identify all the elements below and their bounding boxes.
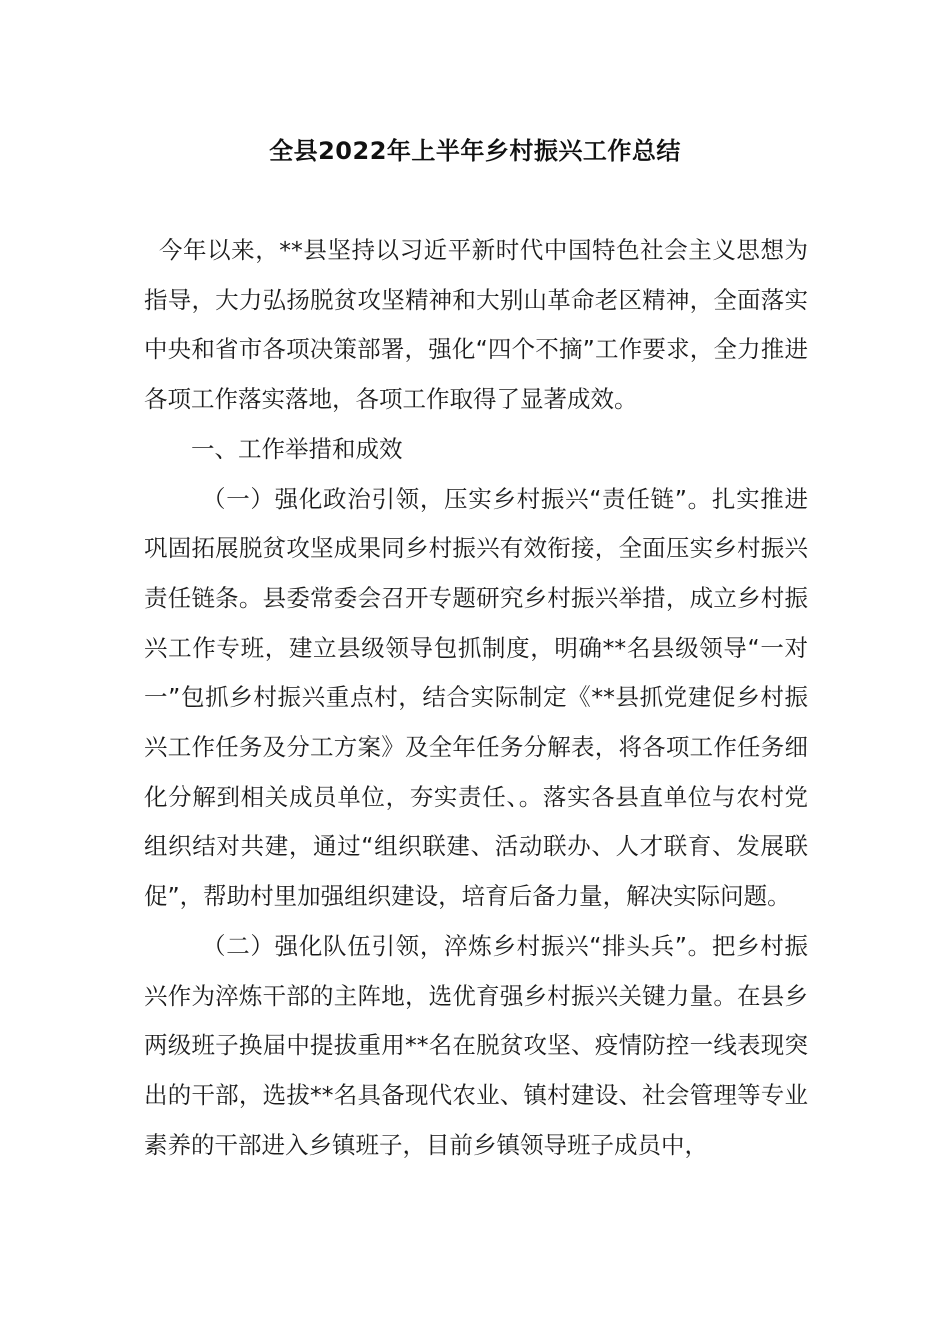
subsection-paragraph-1: （一）强化政治引领，压实乡村振兴“责任链”。扎实推进巩固拓展脱贫攻坚成果同乡村振兴有效衔接，全面压实乡村振兴责任链条。县委常委会召开专题研究乡村振兴举措，成立乡村振兴工作专班，建立县级领导包抓制度，明确**名县级领导“一对一”包抓乡村振兴重点村，结合实际制定《**县抓党建促乡村振兴工作任务及分工方案》及全年任务分解表，将各项工作任务细化分解到相关成员单位，夯实责任、。落实各县直单位与农村党组织结对共建，通过“组织联建、活动联办、人才联育、发展联促”，帮助村里加强组织建设，培育后备力量，解决实际问题。 xyxy=(144,484,808,911)
section-heading: 一、工作举措和成效 xyxy=(191,434,403,463)
subsection-paragraph-2: （二）强化队伍引领，淬炼乡村振兴“排头兵”。把乡村振兴作为淬炼干部的主阵地，选优育强乡村振兴关键力量。在县乡两级班子换届中提拔重用**名在脱贫攻坚、疫情防控一线表现突出的干部，选拔**名具备现代农业、镇村建设、社会管理等专业素养的干部进入乡镇班子，目前乡镇领导班子成员中， xyxy=(144,931,808,1159)
intro-paragraph: 今年以来，**县坚持以习近平新时代中国特色社会主义思想为指导，大力弘扬脱贫攻坚精神和大别山革命老区精神，全面落实中央和省市各项决策部署，强化“四个不摘”工作要求，全力推进各项工作落实落地，各项工作取得了显著成效。 xyxy=(144,236,808,414)
document-body xyxy=(144,226,808,1170)
document-title: 全县2022年上半年乡村振兴工作总结 xyxy=(269,137,681,165)
